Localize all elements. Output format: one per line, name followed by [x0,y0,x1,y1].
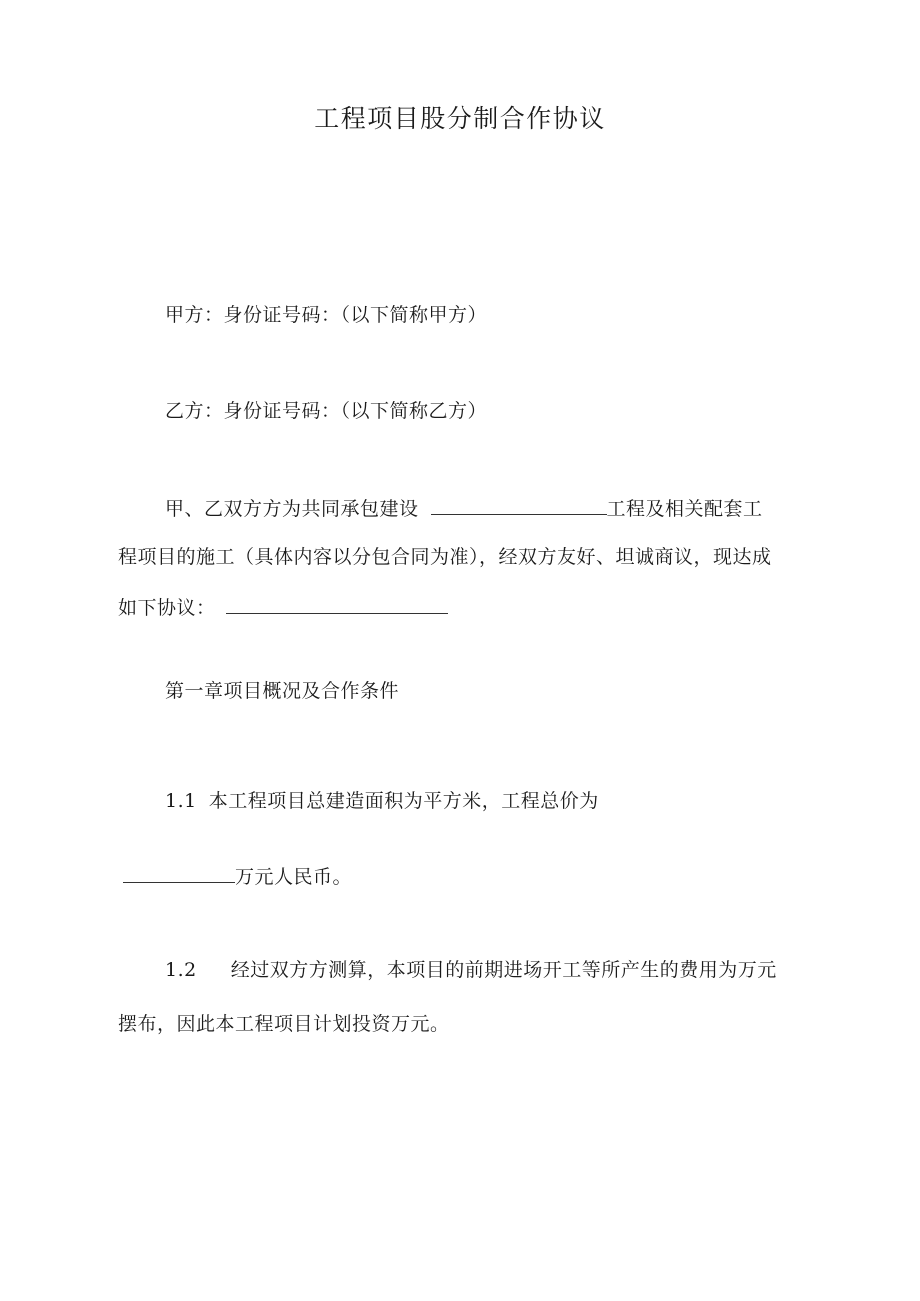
clause-1-2 [165,957,777,983]
clause-1-1 [165,788,599,814]
party-b-line: 乙方：身份证号码：（以下简称乙方） [165,400,488,422]
clause-1-1-number: 1.1 [165,790,197,812]
agreement-blank [226,593,448,614]
document-title: 工程项目股分制合作协议 [314,104,606,133]
clause-1-2-text: 经过双方方测算，本项目的前期进场开工等所产生的费用为万元 [230,959,777,981]
intro-line-1 [165,494,763,522]
clause-1-1-text: 本工程项目总建造面积为平方米，工程总价为 [208,790,599,812]
intro-line-3 [118,593,448,621]
clause-1-2-continued: 摆布，因此本工程项目计划投资万元。 [118,1013,450,1035]
clause-1-1-cont-text: 万元人民币。 [235,866,353,888]
intro-text-start: 甲、乙双方方为共同承包建设 [165,498,419,520]
intro-line-2: 程项目的施工（具体内容以分包合同为准），经双方友好、坦诚商议，现达成 [118,546,772,568]
clause-1-2-number: 1.2 [165,959,197,981]
total-price-blank [123,862,235,883]
clause-1-1-continued [123,862,352,890]
chapter-1-heading: 第一章项目概况及合作条件 [165,680,400,702]
intro-text-end: 工程及相关配套工 [606,498,763,520]
party-a-line: 甲方：身份证号码：（以下简称甲方） [165,304,488,326]
intro-line-3-text: 如下协议： [118,597,216,619]
project-name-blank [431,494,607,515]
